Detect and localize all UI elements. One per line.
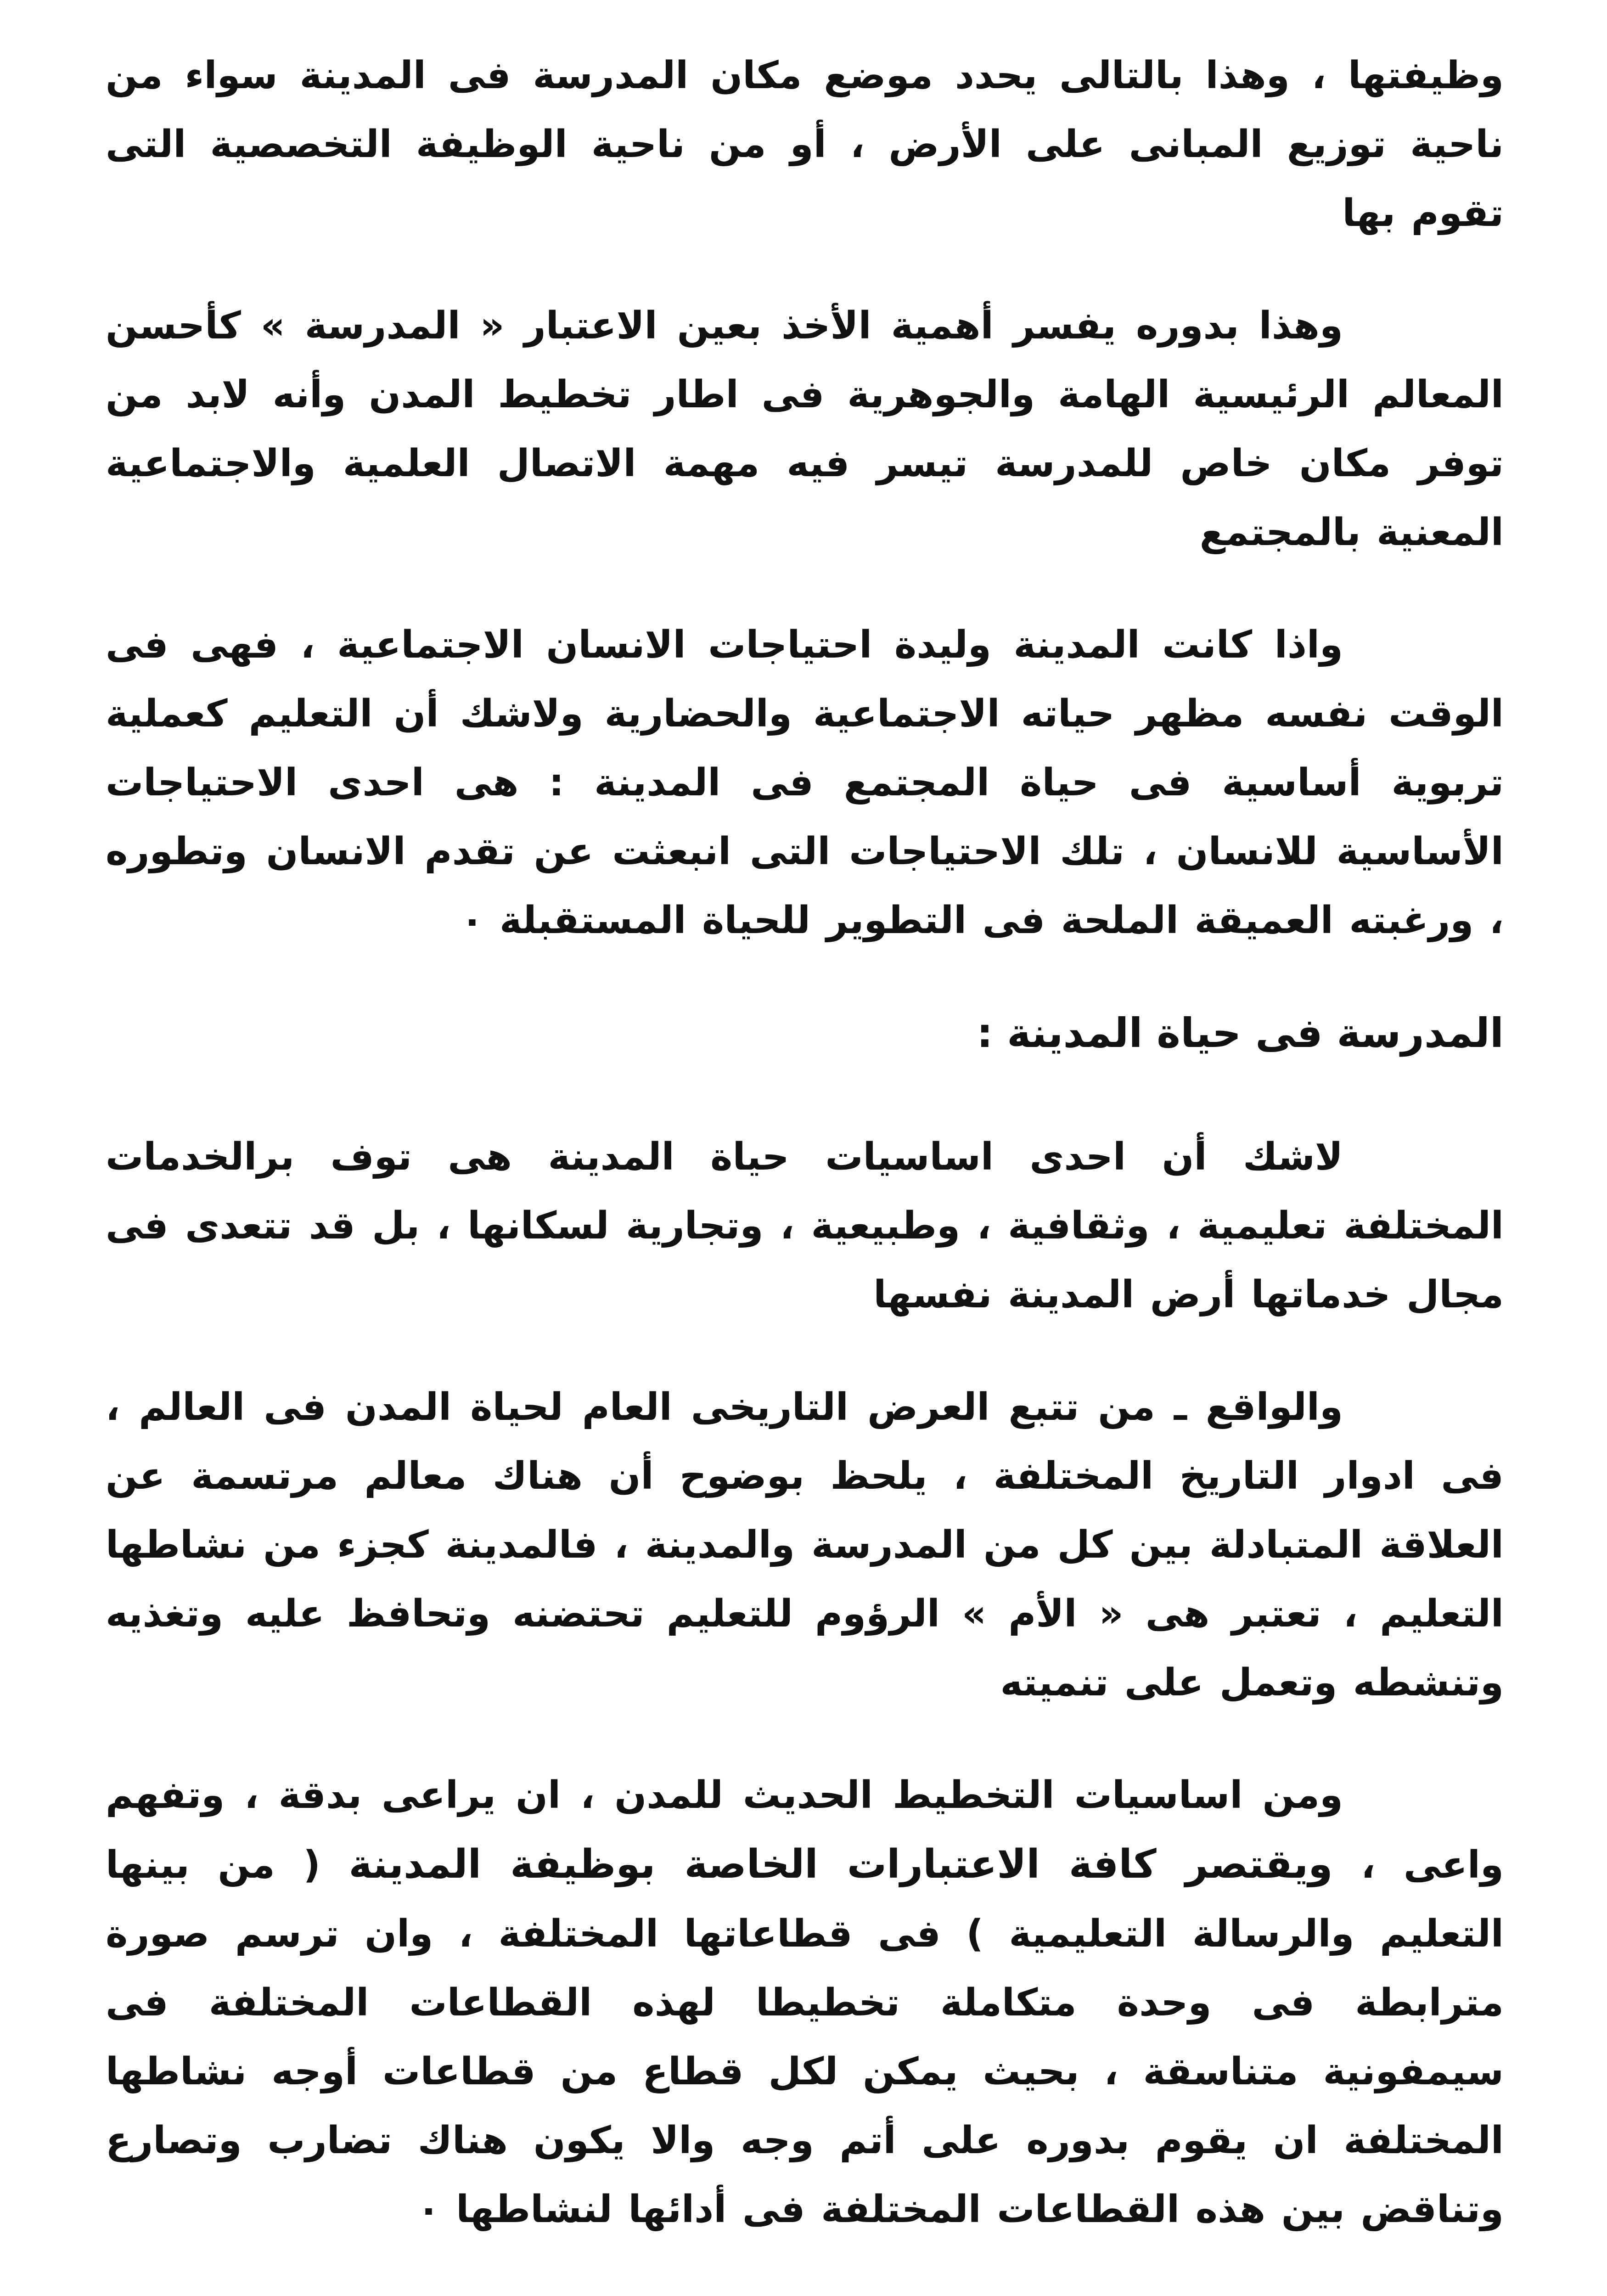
paragraph-4-text: لاشك أن احدى اساسيات حياة المدينة هى توف برالخدمات المختلفة تعليمية ، وثقافية ، وطبيعية ، وتجارية لسكانها ، بل قد تتعدى فى مجال خدماتها أرض المدينة نفسها — [106, 1135, 1504, 1317]
paragraph-3-text: واذا كانت المدينة وليدة احتياجات الانسان الاجتماعية ، فهى فى الوقت نفسه مظهر حياته الاجتماعية والحضارية ولاشك أن التعليم كعملية تربوية أساسية فى حياة المجتمع فى المدينة : هى احدى الاحتياجات الأساسية للانسان ، تلك الاحتياجات التى انبعثت عن تقدم الانسان وتطوره ، ورغبته العميقة الملحة فى التطوير للحياة المستقبلة ٠ — [106, 623, 1504, 942]
section-heading: المدرسة فى حياة المدينة : — [977, 1009, 1504, 1057]
paragraph-5-text: والواقع ـ من تتبع العرض التاريخى العام لحياة المدن فى العالم ، فى ادوار التاريخ المختلفة ، يلحظ بوضوح أن هناك معالم مرتسمة عن العلاقة المتبادلة بين كل من المدرسة والمدينة ، فالمدينة كجزء من نشاطها التعليم ، تعتبر هى « الأم » الرؤوم للتعليم تحتضنه وتحافظ عليه وتغذيه وتنشطه وتعمل على تنميته — [106, 1385, 1504, 1705]
paragraph-3 — [106, 611, 1504, 955]
paragraph-2-text: وهذا بدوره يفسر أهمية الأخذ بعين الاعتبار « المدرسة » كأحسن المعالم الرئيسية الهامة والجوهرية فى اطار تخطيط المدن وأنه لابد من توفر مكان خاص للمدرسة تيسر فيه مهمة الاتصال العلمية والاجتماعية المعنية بالمجتمع — [106, 304, 1504, 554]
paragraph-7 — [106, 2288, 1504, 2296]
paragraph-6-part1: ومن اساسيات التخطيط الحديث للمدن ، ان يراعى بدقة ، وتفهم واعى ، — [106, 1773, 1504, 1887]
paragraph-1: وظيفتها ، وهذا بالتالى يحدد موضع مكان المدرسة فى المدينة سواء من ناحية توزيع المبانى على الأرض ، أو من ناحية الوظيفة التخصصية التى تقوم بها — [106, 54, 1504, 235]
paragraph-2 — [106, 292, 1504, 567]
paragraph-6-bold: ويقتصر كافة الاعتبارات الخاصة بوظيفة المدينة — [348, 1841, 1333, 1887]
paragraph-6 — [106, 1761, 1504, 2244]
paragraph-6-part2: ( من بينها التعليم والرسالة التعليمية ) فى قطاعاتها المختلفة ، وان ترسم صورة مترابطة فى وحدة متكاملة تخطيطا لهذه القطاعات المختلفة فى سيمفونية متناسقة ، بحيث يمكن لكل قطاع من قطاعات أوجه نشاطها المختلفة ان يقوم بدوره على أتم وجه والا يكون هناك تضارب وتصارع وتناقض بين هذه القطاعات المختلفة فى أدائها لنشاطها ٠ — [106, 1843, 1504, 2231]
paragraph-4 — [106, 1123, 1504, 1329]
paragraph-5 — [106, 1373, 1504, 1717]
